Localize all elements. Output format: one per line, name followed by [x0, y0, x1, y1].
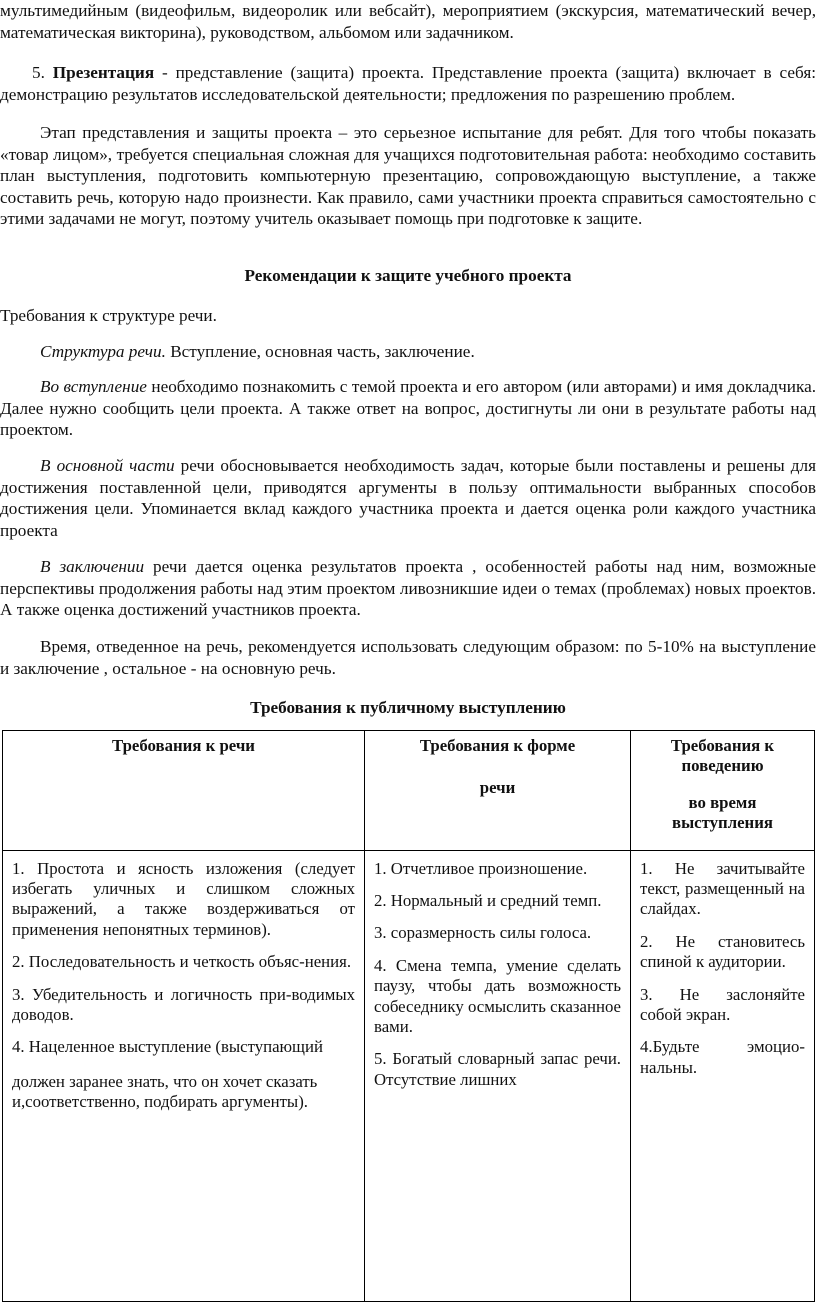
main-label: В основной части — [40, 456, 175, 475]
header-speech: Требования к речи — [3, 731, 365, 851]
item5-text: - представление (защита) проекта. Представление проекта (защита) включает в себя: демонстрацию результатов исследовательской деятельности; предложения по разрешению проблем. — [0, 63, 816, 104]
table-row — [3, 850, 815, 1301]
structure-label: Структура речи. — [40, 342, 166, 361]
conclusion-label: В заключении — [40, 557, 145, 576]
conclusion-paragraph — [0, 556, 816, 621]
main-text: речи обосновывается необходимость задач, которые были поставлены и решены для достижения поставленной цели, приводятся аргументы в пользу оптимальности выбранных способов достижения цели. Упоминается вклад каждого участника проекта и дается оценка роли каждого участника проекта — [0, 456, 816, 540]
stage-paragraph: Этап представления и защиты проекта – это серьезное испытание для ребят. Для того чтобы показать «товар лицом», требуется специальная сложная для учащихся подготовительная работа: необходимо составить план выступления, подготовить компьютерную презентацию, сопровождающую выступление, а также составить речь, которую надо произнести. Как правило, сами участники проекта справиться самостоятельно с этими задачами не могут, поэтому учитель оказывает помощь при подготовке к защите. — [0, 123, 816, 228]
intro-label: Во вступление — [40, 377, 147, 396]
table-header-row — [3, 731, 815, 851]
header-form: Требования к форме речи — [365, 731, 631, 851]
header-behavior: Требования к поведению во время выступления — [631, 731, 815, 851]
time-paragraph: Время, отведенное на речь, рекомендуется использовать следующим образом: по 5-10% на выступление и заключение , остальное - на основную речь. — [0, 637, 816, 678]
conclusion-text: речи дается оценка результатов проекта , особенностей работы над ним, возможные перспективы продолжения работы над этим проектом ливозникшие идеи о темах (проблемах) новых проектов. А также оценка достижений участников проекта. — [0, 557, 816, 619]
speech-requirements-cell: 1. Простота и ясность изложения (следует избегать уличных и слишком сложных выражений, а также воздерживаться от применения непонятных терминов). 2. Последовательность и четкость объяс-нения. 3. Убедительность и логичность при-водимых доводов. 4. Нацеленное выступление (выступающий должен заранее знать, что он хочет сказать и,соответственно, подбирать аргументы). — [3, 850, 365, 1301]
intro-paragraph — [0, 376, 816, 441]
item5-term: Презентация — [52, 63, 155, 82]
form-requirements-cell: 1. Отчетливое произношение. 2. Нормальный и средний темп. 3. соразмерность силы голоса. 4. Смена темпа, умение сделать паузу, чтобы дать возможность собеседнику осмыслить сказанное вами. 5. Богатый словарный запас речи. Отсутствие лишних — [365, 850, 631, 1301]
item5-paragraph — [0, 62, 816, 105]
behavior-requirements-cell: 1. Не зачитывайте текст, размещенный на слайдах. 2. Не становитесь спиной к аудитории. 3. Не заслоняйте собой экран. 4.Будьте эмоцио-нальны. — [631, 850, 815, 1301]
intro-continuation-paragraph: мультимедийным (видеофильм, видеоролик или вебсайт), мероприятием (экскурсия, математический вечер, математическая викторина), руководством, альбомом или задачником. — [0, 1, 816, 42]
intro-text: необходимо познакомить с темой проекта и его автором (или авторами) и имя докладчика. Далее нужно сообщить цели проекта. А также ответ на вопрос, достигнуты ли они в результате работы над проектом. — [0, 377, 816, 439]
item5-number: 5. — [32, 63, 45, 82]
structure-paragraph — [0, 341, 816, 363]
speech-requirements-line: Требования к структуре речи. — [0, 306, 217, 325]
requirements-table — [2, 730, 815, 1302]
heading-public-speaking: Требования к публичному выступлению — [250, 698, 566, 717]
structure-text: Вступление, основная часть, заключение. — [165, 342, 475, 361]
main-part-paragraph — [0, 455, 816, 541]
heading-recommendations: Рекомендации к защите учебного проекта — [244, 266, 572, 285]
